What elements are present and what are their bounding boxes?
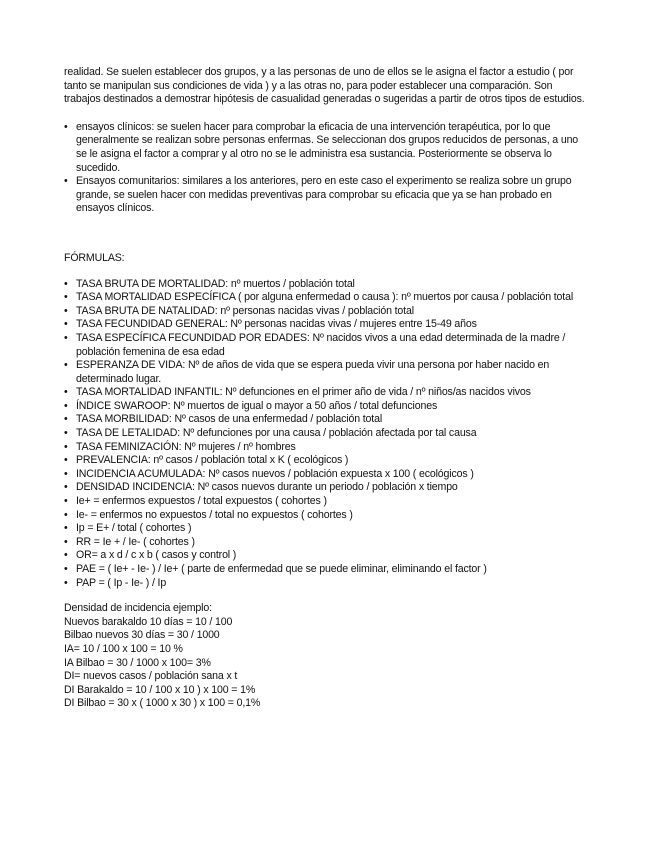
list-item: • PREVALENCIA: nº casos / población total x K ( ecológicos ) — [64, 454, 589, 468]
list-item: • Ip = E+ / total ( cohortes ) — [64, 522, 589, 536]
list-item: • TASA DE LETALIDAD: Nº defunciones por una causa / población afectada por tal causa — [64, 427, 589, 441]
formulas-heading: FÓRMULAS: — [64, 251, 125, 264]
incidence-example — [64, 602, 589, 711]
list-item: • TASA MORTALIDAD INFANTIL: Nº defunciones en el primer año de vida / nº niños/as nacidos vivos — [64, 386, 589, 400]
list-item: • TASA ESPECÍFICA FECUNDIDAD POR EDADES: Nº nacidos vivos a una edad determinada de la madre / población femenina de esa edad — [64, 332, 589, 359]
studies-list — [64, 121, 589, 216]
list-item: • ÍNDICE SWAROOP: Nº muertos de igual o mayor a 50 años / total defunciones — [64, 400, 589, 414]
example-line: Nuevos barakaldo 10 días = 10 / 100 — [64, 615, 233, 628]
list-item: • TASA MORBILIDAD: Nº casos de una enfermedad / población total — [64, 413, 589, 427]
list-item: • ensayos clínicos: se suelen hacer para comprobar la eficacia de una intervención terapéutica, por lo que generalmente se realizan sobre personas enfermas. Se seleccionan dos grupos reducidos de personas, a uno se le asigna el factor a comprar y al otro no se le administra esa sustancia. Posteriormente se observa lo sucedido. — [64, 121, 589, 175]
list-item: • TASA FEMINIZACIÓN: Nº mujeres / nº hombres — [64, 441, 589, 455]
example-line: Densidad de incidencia ejemplo: — [64, 602, 212, 615]
list-item: • INCIDENCIA ACUMULADA: Nº casos nuevos / población expuesta x 100 ( ecológicos ) — [64, 468, 589, 482]
list-item: • Ie- = enfermos no expuestos / total no expuestos ( cohortes ) — [64, 509, 589, 523]
formulas-list — [64, 278, 589, 591]
list-item: • PAP = ( Ip - Ie- ) / Ip — [64, 577, 589, 591]
list-item: • PAE = ( Ie+ - Ie- ) / Ie+ ( parte de enfermedad que se puede eliminar, eliminando el factor ) — [64, 563, 589, 577]
intro-paragraph: realidad. Se suelen establecer dos grupos, y a las personas de uno de ellos se le asigna el factor a estudio ( por tanto se manipulan sus condiciones de vida ) y a las otras no, para poder establecer una comparación. Son trabajos destinados a demostrar hipótesis de casualidad generadas o sugeridas a partir de otros tipos de estudios. — [64, 66, 585, 106]
example-line: DI= nuevos casos / población sana x t — [64, 670, 238, 683]
list-item: • RR = Ie + / Ie- ( cohortes ) — [64, 536, 589, 550]
list-item: • TASA BRUTA DE NATALIDAD: nº personas nacidas vivas / población total — [64, 305, 589, 319]
list-item: • DENSIDAD INCIDENCIA: Nº casos nuevos durante un periodo / población x tiempo — [64, 481, 589, 495]
list-item: • TASA BRUTA DE MORTALIDAD: nº muertos / población total — [64, 278, 589, 292]
list-item: • OR= a x d / c x b ( casos y control ) — [64, 549, 589, 563]
example-line: IA Bilbao = 30 / 1000 x 100= 3% — [64, 656, 211, 669]
example-line: Bilbao nuevos 30 días = 30 / 1000 — [64, 629, 220, 642]
list-item: • TASA MORTALIDAD ESPECÍFICA ( por alguna enfermedad o causa ): nº muertos por causa / población total — [64, 291, 589, 305]
list-item: • TASA FECUNDIDAD GENERAL: Nº personas nacidas vivas / mujeres entre 15-49 años — [64, 318, 589, 332]
example-line: IA= 10 / 100 x 100 = 10 % — [64, 642, 183, 655]
list-item: • Ie+ = enfermos expuestos / total expuestos ( cohortes ) — [64, 495, 589, 509]
list-item: • Ensayos comunitarios: similares a los anteriores, pero en este caso el experimento se realiza sobre un grupo grande, se suelen hacer con medidas preventivas para comprobar su eficacia que ya se han probado en ensayos clínicos. — [64, 175, 589, 216]
document-page — [64, 66, 589, 711]
example-line: DI Bilbao = 30 x ( 1000 x 30 ) x 100 = 0,1% — [64, 697, 261, 710]
example-line: DI Barakaldo = 10 / 100 x 10 ) x 100 = 1% — [64, 683, 256, 696]
list-item: • ESPERANZA DE VIDA: Nº de años de vida que se espera pueda vivir una persona por haber nacido en determinado lugar. — [64, 359, 589, 386]
